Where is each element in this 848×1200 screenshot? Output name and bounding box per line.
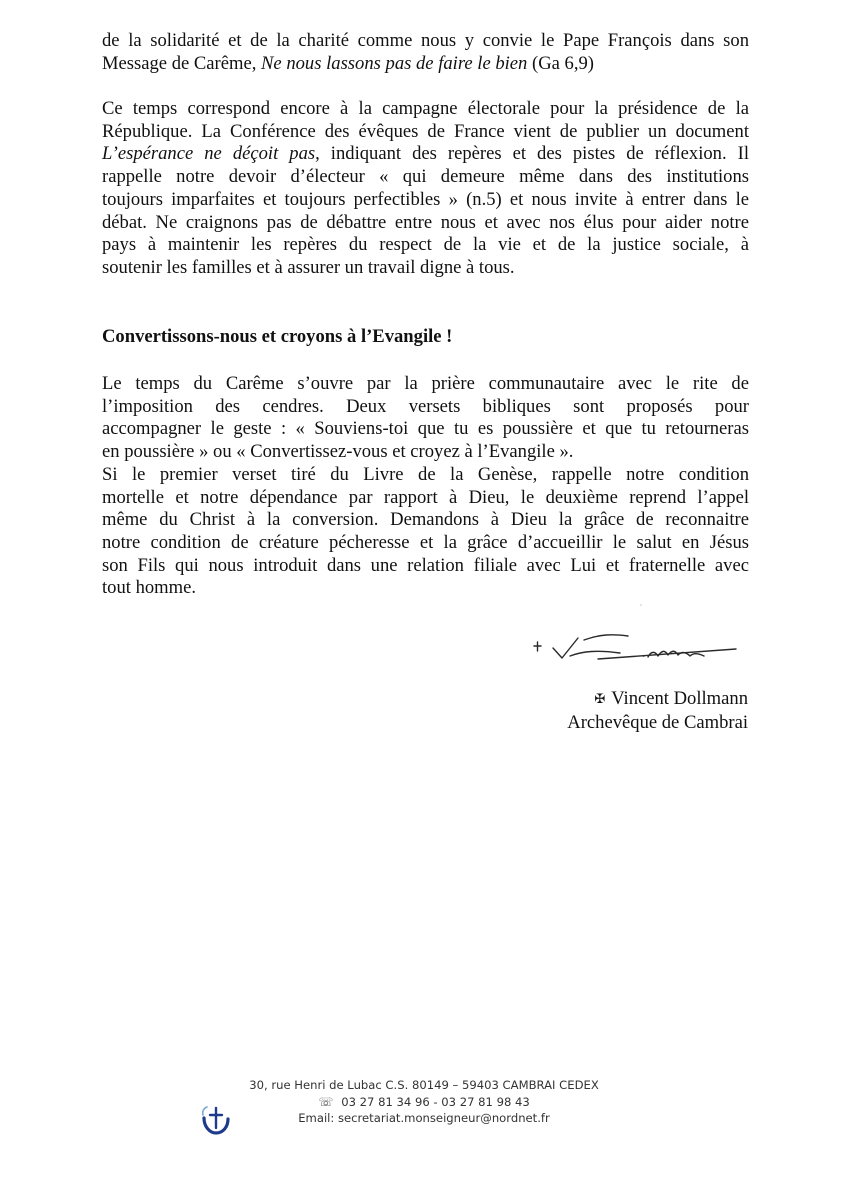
text-line bbox=[102, 234, 749, 257]
text-line bbox=[102, 509, 749, 532]
signatory-name: Vincent Dollmann bbox=[611, 688, 748, 709]
text-run: accompagner le geste : « Souviens-toi que tu es poussière et que tu retourneras bbox=[102, 418, 749, 440]
text-line bbox=[102, 487, 749, 510]
text-run: soutenir les familles et à assurer un travail digne à tous. bbox=[102, 256, 515, 278]
text-run: débat. Ne craignons pas de débattre entre nous et avec nos élus pour aider notre bbox=[102, 211, 749, 233]
section-heading: Convertissons-nous et croyons à l’Evangile ! bbox=[102, 326, 453, 347]
paragraph-lent bbox=[102, 373, 749, 600]
text-line bbox=[102, 396, 749, 419]
text-line bbox=[102, 418, 749, 441]
maltese-cross-icon: ✠ bbox=[594, 691, 606, 706]
text-line bbox=[102, 143, 749, 166]
text-line bbox=[102, 166, 749, 189]
text-line bbox=[102, 373, 749, 396]
footer-phone: 03 27 81 34 96 - 03 27 81 98 43 bbox=[341, 1094, 530, 1109]
text-run: pays à maintenir les repères du respect de la vie et de la justice sociale, à bbox=[102, 234, 749, 256]
text-run: rappelle notre devoir d’électeur « qui demeure même dans des institutions bbox=[102, 166, 749, 188]
text-line bbox=[102, 555, 749, 578]
text-line bbox=[102, 212, 749, 235]
text-line bbox=[102, 53, 749, 76]
signatory-title: Archevêque de Cambrai bbox=[567, 711, 748, 733]
paragraph-closing-intro bbox=[102, 30, 749, 75]
footer-email: Email: secretariat.monseigneur@nordnet.fr bbox=[298, 1111, 550, 1126]
text-run: Si le premier verset tiré du Livre de la Genèse, rappelle notre condition bbox=[102, 463, 749, 485]
text-run: même du Christ à la conversion. Demandons à Dieu la grâce de reconnaitre bbox=[102, 509, 749, 531]
handwritten-signature bbox=[528, 626, 743, 670]
footer-address: 30, rue Henri de Lubac C.S. 80149 – 59403 CAMBRAI CEDEX bbox=[249, 1078, 599, 1092]
footer-phone-line bbox=[200, 1094, 648, 1111]
text-run: Ce temps correspond encore à la campagne électorale pour la présidence de la bbox=[102, 98, 749, 119]
signature-block bbox=[567, 688, 748, 734]
italic-title: L’espérance ne déçoit pas bbox=[102, 143, 316, 165]
text-run: République. La Conférence des évêques de France vient de publier un document bbox=[102, 120, 749, 142]
text-run: de la solidarité et de la charité comme nous y convie le Pape François dans son bbox=[102, 30, 749, 51]
letterhead-footer bbox=[200, 1077, 648, 1127]
text-line bbox=[102, 30, 749, 53]
text-run: tout homme. bbox=[102, 577, 196, 599]
italic-title: Ne nous lassons pas de faire le bien bbox=[261, 52, 528, 74]
signatory-name-line bbox=[567, 688, 748, 712]
text-run: Message de Carême, bbox=[102, 52, 262, 74]
margin-dot bbox=[640, 604, 642, 606]
paragraph-election bbox=[102, 98, 749, 280]
text-run: en poussière » ou « Convertissez-vous et croyez à l’Evangile ». bbox=[102, 441, 574, 463]
text-run: l’imposition des cendres. Deux versets bibliques sont proposés pour bbox=[102, 395, 749, 417]
text-run: , indiquant des repères et des pistes de réflexion. Il bbox=[315, 143, 749, 165]
text-line bbox=[102, 532, 749, 555]
text-line bbox=[102, 257, 749, 280]
text-run: (Ga 6,9) bbox=[527, 52, 594, 74]
text-run: toujours imparfaites et toujours perfectibles » (n.5) et nous invite à entrer dans le bbox=[102, 188, 749, 210]
text-line bbox=[102, 464, 749, 487]
text-line bbox=[102, 441, 749, 464]
text-run: Le temps du Carême s’ouvre par la prière communautaire avec le rite de bbox=[102, 373, 749, 394]
text-line bbox=[102, 577, 749, 600]
text-run: son Fils qui nous introduit dans une relation filiale avec Lui et fraternelle avec bbox=[102, 554, 749, 576]
text-run: notre condition de créature pécheresse et la grâce d’accueillir le salut en Jésus bbox=[102, 531, 749, 553]
text-line bbox=[102, 189, 749, 212]
telephone-icon: ☏ bbox=[318, 1094, 334, 1109]
text-line bbox=[102, 121, 749, 144]
text-line bbox=[102, 98, 749, 121]
text-run: mortelle et notre dépendance par rapport à Dieu, le deuxième reprend l’appel bbox=[102, 486, 749, 508]
